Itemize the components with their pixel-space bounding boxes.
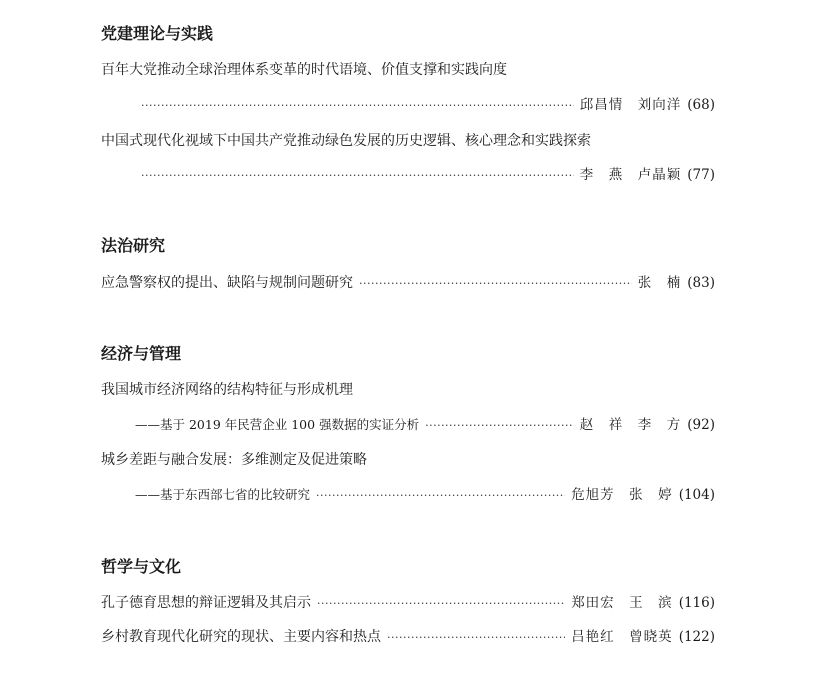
dot-leader: [425, 417, 574, 435]
toc-entry-line: [101, 274, 715, 293]
page-number[interactable]: (116): [678, 595, 715, 611]
toc-entry-line: [135, 416, 715, 435]
article-authors: 郑田宏 王 滨: [571, 595, 673, 611]
article-authors: 危旭芳 张 婷: [571, 487, 673, 503]
article-title[interactable]: 乡村教育现代化研究的现状、主要内容和热点: [101, 629, 381, 645]
dot-leader: [387, 629, 565, 647]
page-number[interactable]: (92): [687, 417, 715, 433]
article-subtitle: ——基于东西部七省的比较研究: [135, 487, 311, 502]
page-number[interactable]: (77): [687, 167, 715, 183]
toc-entry-line: [135, 486, 715, 505]
article-title[interactable]: 中国式现代化视域下中国共产党推动绿色发展的历史逻辑、核心理念和实践探索: [101, 133, 591, 149]
article-title[interactable]: 应急警察权的提出、缺陷与规制问题研究: [101, 275, 353, 291]
page-number[interactable]: (104): [678, 487, 715, 503]
article-authors: 张 楠: [637, 275, 682, 291]
toc-entry-line: [101, 628, 715, 647]
dot-leader: [316, 487, 565, 505]
article-authors: 邱昌情 刘向洋: [579, 97, 682, 113]
dot-leader: [317, 595, 565, 613]
toc-entry-line: [135, 96, 715, 115]
toc-entry-line: [135, 166, 715, 185]
dot-leader: [359, 275, 632, 293]
dot-leader: [141, 97, 574, 115]
dot-leader: [141, 167, 574, 185]
article-authors: 吕艳红 曾晓英: [571, 629, 673, 645]
article-subtitle: ——基于 2019 年民营企业 100 强数据的实证分析: [135, 417, 420, 432]
toc-entry-line: [101, 594, 715, 613]
article-authors: 李 燕 卢晶颖: [579, 167, 682, 183]
page-number[interactable]: (122): [678, 629, 715, 645]
article-title[interactable]: 我国城市经济网络的结构特征与形成机理: [101, 382, 353, 398]
article-title[interactable]: 城乡差距与融合发展：多维测定及促进策略: [101, 452, 367, 468]
section-title: 党建理论与实践: [101, 24, 214, 43]
article-authors: 赵 祥 李 方: [579, 417, 682, 433]
article-title[interactable]: 孔子德育思想的辩证逻辑及其启示: [101, 595, 311, 611]
page-number[interactable]: (83): [687, 275, 715, 291]
section-title: 经济与管理: [101, 344, 182, 363]
article-title[interactable]: 百年大党推动全球治理体系变革的时代语境、价值支撑和实践向度: [101, 62, 507, 78]
section-title: 法治研究: [101, 236, 166, 255]
page-number[interactable]: (68): [687, 97, 715, 113]
section-title: 哲学与文化: [101, 557, 182, 576]
